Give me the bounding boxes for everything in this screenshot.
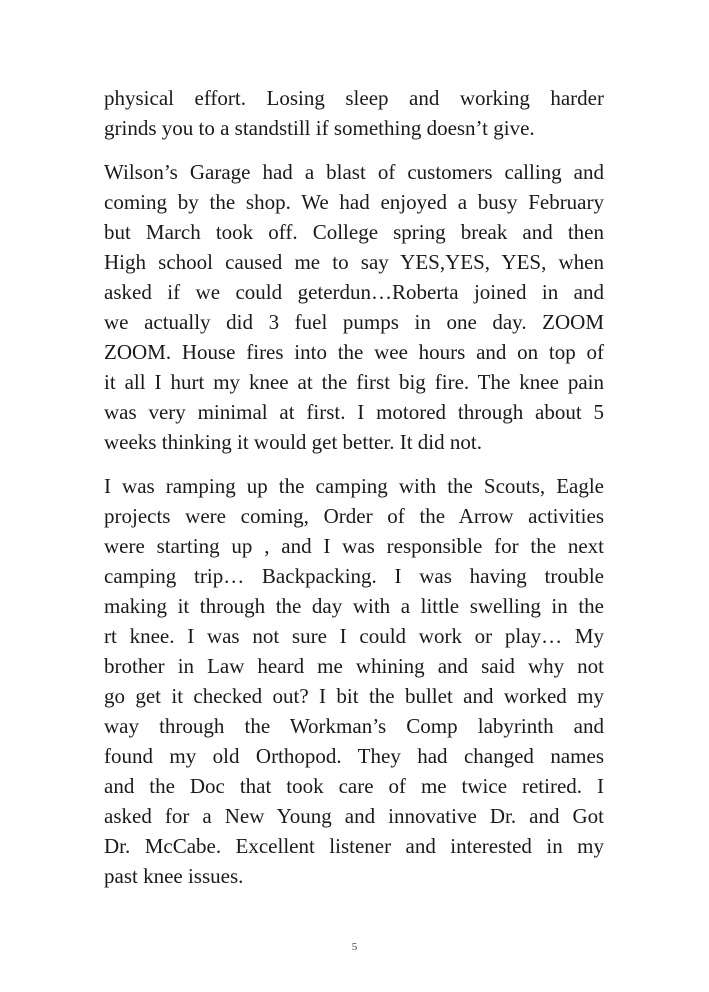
- text-line: Dr. McCabe. Excellent listener and interested in my: [104, 834, 604, 858]
- text-line: way through the Workman’s Comp labyrinth and: [104, 714, 604, 738]
- text-line: past knee issues.: [104, 864, 244, 888]
- text-line: grinds you to a standstill if something doesn’t give.: [104, 116, 535, 140]
- text-line: ZOOM. House fires into the wee hours and on top of: [104, 340, 604, 364]
- text-body: [104, 83, 604, 905]
- text-line: making it through the day with a little swelling in the: [104, 594, 604, 618]
- text-line: asked if we could geterdun…Roberta joined in and: [104, 280, 604, 304]
- paragraph: [104, 157, 604, 457]
- text-line: brother in Law heard me whining and said why not: [104, 654, 604, 678]
- text-line: were starting up , and I was responsible for the next: [104, 534, 604, 558]
- text-line: physical effort. Losing sleep and working harder: [104, 86, 604, 110]
- text-line: we actually did 3 fuel pumps in one day. ZOOM: [104, 310, 604, 334]
- text-line: I was ramping up the camping with the Scouts, Eagle: [104, 474, 604, 498]
- text-line: it all I hurt my knee at the first big fire. The knee pain: [104, 370, 604, 394]
- paragraph: [104, 83, 604, 143]
- paragraph: [104, 471, 604, 891]
- text-line: weeks thinking it would get better. It did not.: [104, 430, 482, 454]
- text-line: projects were coming, Order of the Arrow activities: [104, 504, 604, 528]
- text-line: was very minimal at first. I motored through about 5: [104, 400, 604, 424]
- text-line: Wilson’s Garage had a blast of customers calling and: [104, 160, 604, 184]
- text-line: asked for a New Young and innovative Dr. and Got: [104, 804, 604, 828]
- text-line: rt knee. I was not sure I could work or play… My: [104, 624, 604, 648]
- page-number: 5: [351, 941, 358, 953]
- text-line: coming by the shop. We had enjoyed a busy February: [104, 190, 604, 214]
- text-line: camping trip… Backpacking. I was having trouble: [104, 564, 604, 588]
- text-line: and the Doc that took care of me twice retired. I: [104, 774, 604, 798]
- text-line: go get it checked out? I bit the bullet and worked my: [104, 684, 604, 708]
- text-line: but March took off. College spring break and then: [104, 220, 604, 244]
- text-line: High school caused me to say YES,YES, YES, when: [104, 250, 604, 274]
- text-line: found my old Orthopod. They had changed names: [104, 744, 604, 768]
